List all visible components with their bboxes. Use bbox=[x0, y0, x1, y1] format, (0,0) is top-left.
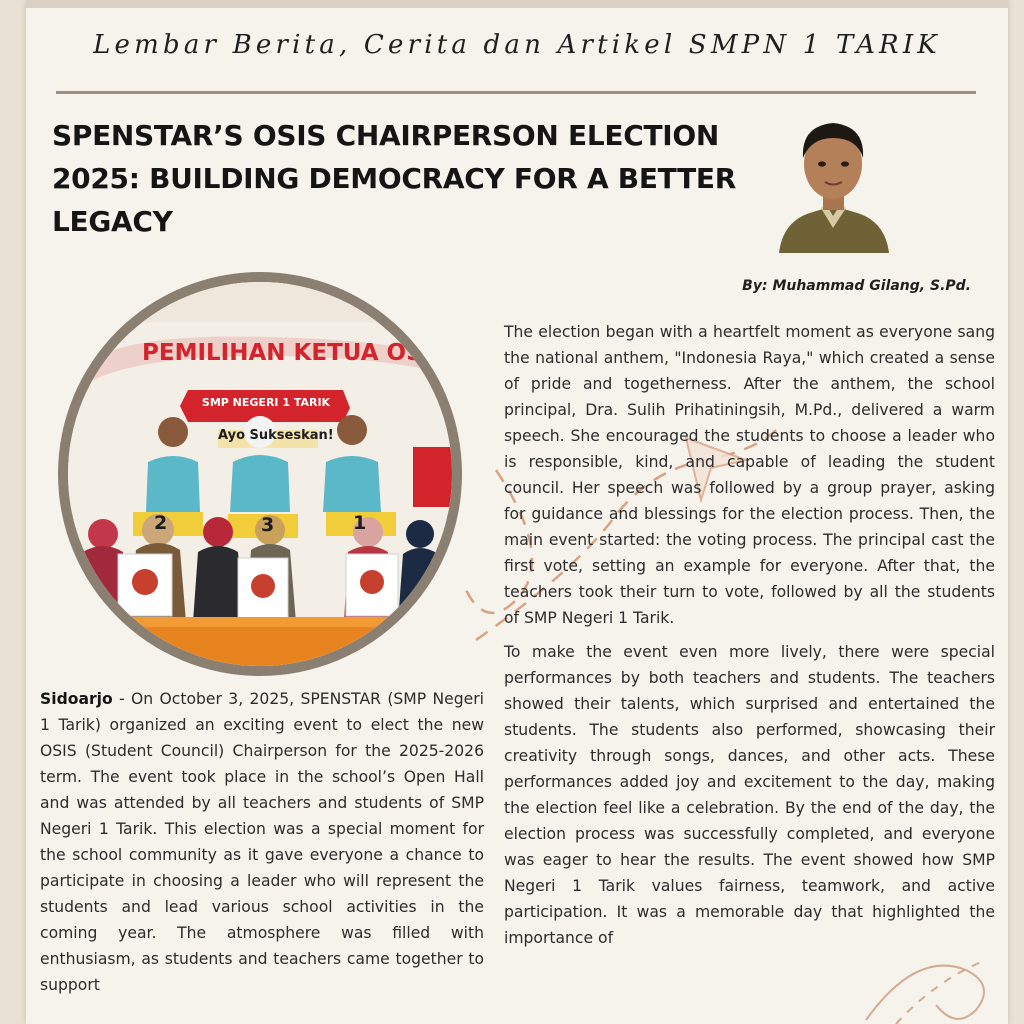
article-right-column bbox=[504, 319, 995, 959]
banner-title: PEMILIHAN KETUA OSIS bbox=[142, 340, 448, 366]
event-photo bbox=[68, 282, 452, 666]
article-intro: - On October 3, 2025, SPENSTAR (SMP Negeri 1 Tarik) organized an exciting event to elect the new OSIS (Student Council) Chairperson for the 2025-2026 term. The event took place in the school’s Open Hall and was attended by all teachers and students of SMP Negeri 1 Tarik. This election was a special moment for the school community as it gave everyone a chance to participate in choosing a leader who will represent the students and lead various school activities in the coming year. The atmosphere was filled with enthusiasm, as students and teachers came together to support bbox=[40, 690, 484, 994]
banner-slogan: Ayo Sukseskan! bbox=[218, 428, 334, 443]
article-byline: By: Muhammad Gilang, S.Pd. bbox=[742, 278, 971, 294]
article-dateline: Sidoarjo bbox=[40, 690, 113, 708]
candidate-number: 3 bbox=[261, 514, 275, 536]
newsletter-tagline: Lembar Berita, Cerita dan Artikel SMPN 1 TARIK bbox=[93, 30, 941, 60]
article-left-column bbox=[40, 686, 484, 998]
masthead-strip bbox=[26, 0, 1008, 8]
article-paragraph: The election began with a heartfelt moment as everyone sang the national anthem, "Indonesia Raya," which created a sense of pride and togetherness. After the anthem, the school principal, Dra. Sulih Prihatiningsih, M.Pd., delivered a warm speech. She encouraged the students to choose a leader who is responsible, kind, and capable of leading the student council. Her speech was followed by a group prayer, asking for guidance and blessings for the election process. Then, the main event started: the voting process. The principal cast the first vote, setting an example for everyone. After that, the teachers took their turn to vote, followed by all the students of SMP Negeri 1 Tarik. bbox=[504, 323, 995, 627]
header-divider bbox=[56, 91, 976, 94]
candidate-number: 1 bbox=[353, 512, 367, 534]
candidate-number: 2 bbox=[154, 512, 168, 534]
banner-school: SMP NEGERI 1 TARIK bbox=[201, 396, 331, 409]
article-paragraph bbox=[40, 686, 484, 998]
newsletter-page bbox=[26, 0, 1008, 1024]
article-paragraph: To make the event even more lively, there were special performances by both teachers and students. The teachers showed their talents, which surprised and entertained the students. The students also performed, showcasing their creativity through songs, dances, and other acts. These performances added joy and excitement to the day, making the election feel like a celebration. By the end of the day, the election process was successfully completed, and everyone was eager to hear the results. The event showed how SMP Negeri 1 Tarik values fairness, teamwork, and active participation. It was a memorable day that highlighted the importance of bbox=[504, 643, 995, 947]
author-portrait bbox=[761, 108, 906, 253]
article-headline: SPENSTAR’S OSIS CHAIRPERSON ELECTION 2025: BUILDING DEMOCRACY FOR A BETTER LEGACY bbox=[52, 119, 736, 238]
decorative-swirl bbox=[856, 930, 1006, 1024]
